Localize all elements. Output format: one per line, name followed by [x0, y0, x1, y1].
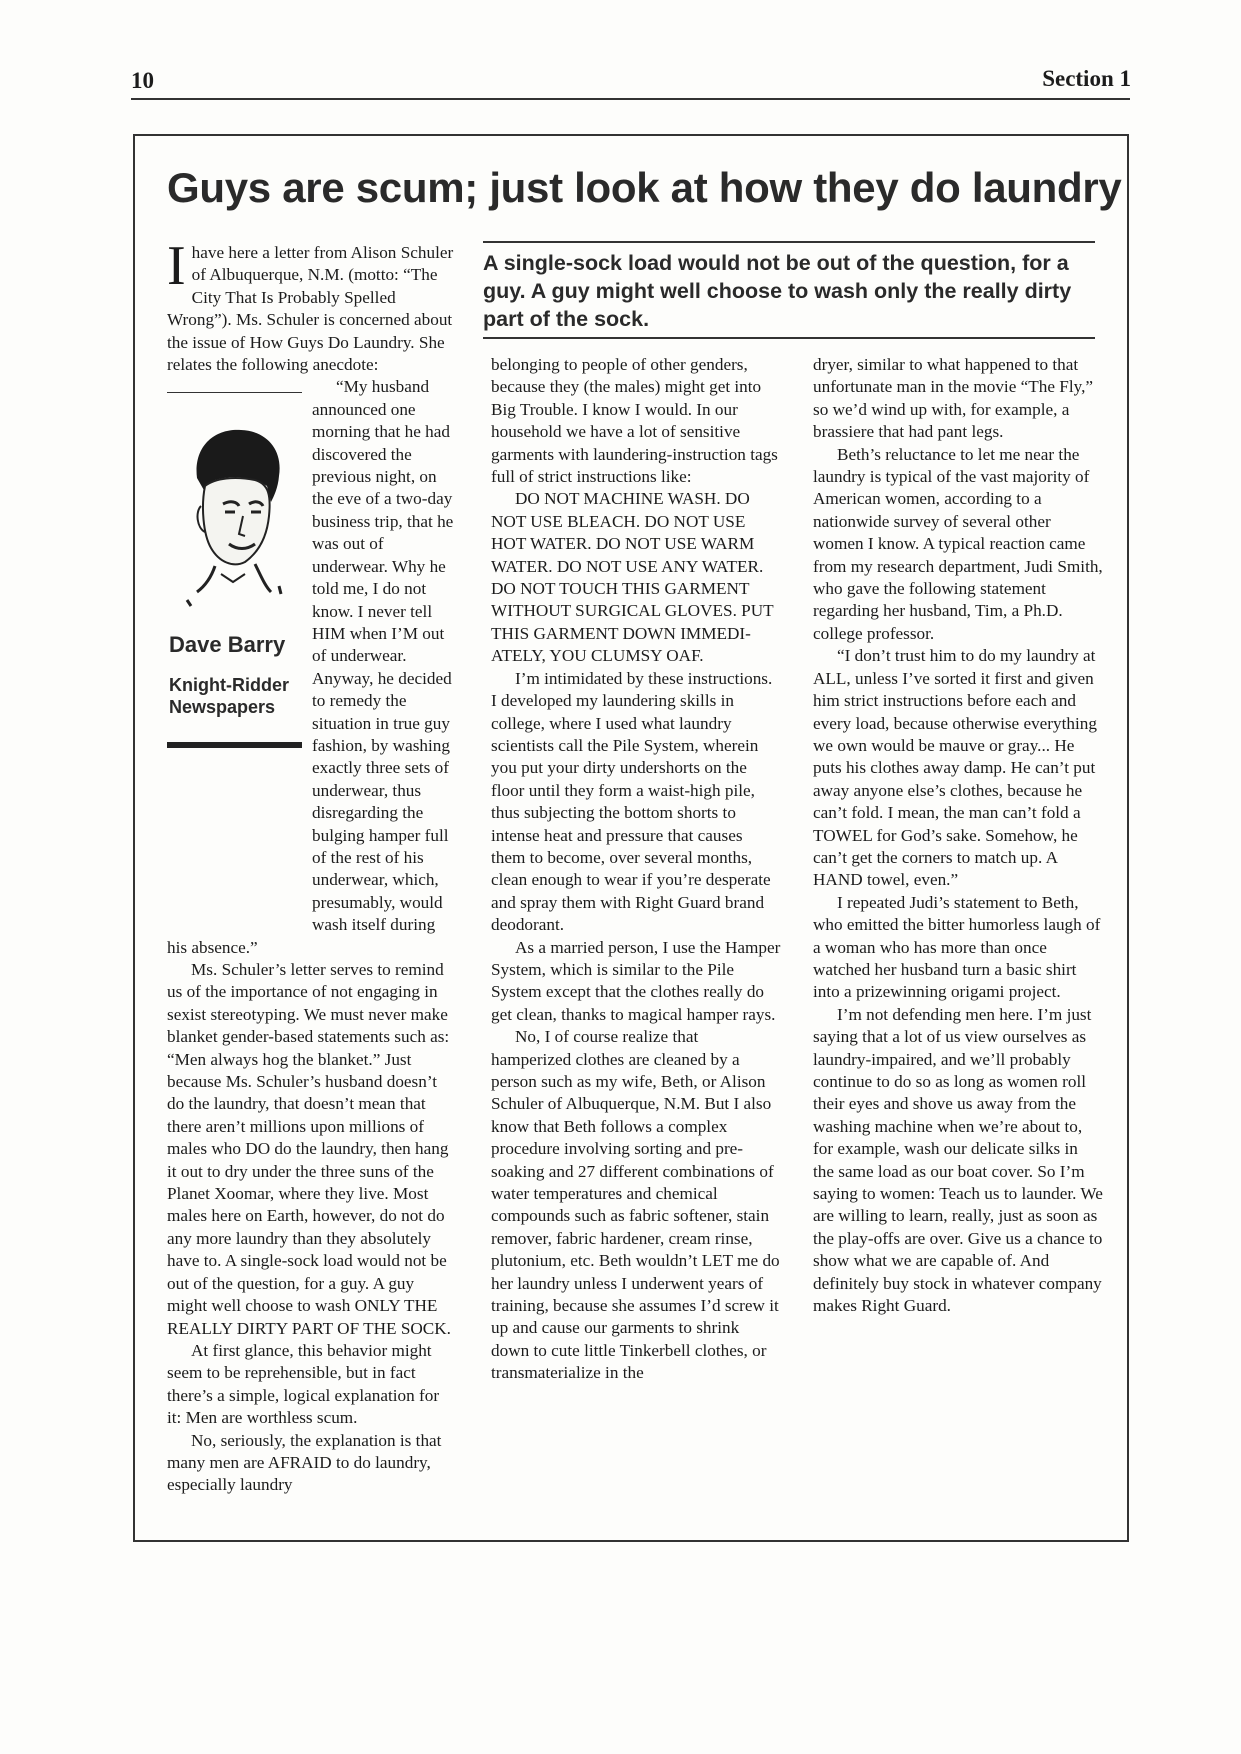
paragraph: “I don’t trust him to do my laundry at ALL, unless I’ve sorted it first and given him strict instructions before each and every load, because otherwise everything we own would be mauve or gray... He puts his clothes away damp. He can’t put away anyone else’s clothes, because he can’t fold. I mean, the man can’t fold a TOWEL for God’s sake. Somehow, he can’t get the corners to match up. A HAND towel, even.”	[813, 646, 1097, 890]
paragraph: dryer, similar to what happened to that unfortunate man in the movie “The Fly,” so we’d wind up with, for example, a brassiere that had pant legs.	[813, 355, 1094, 442]
author-name: Dave Barry	[169, 632, 286, 658]
paragraph: DO NOT MACHINE WASH. DO NOT USE BLEACH. DO NOT USE HOT WATER. DO NOT USE WARM WATER. DO NOT USE ANY WATER. DO NOT TOUCH THIS GARMENT WITHOUT SURGICAL GLOVES. PUT THIS GARMENT DOWN IMMEDI-ATELY, YOU CLUMSY OAF.	[491, 489, 774, 666]
paragraph: Ms. Schuler’s letter serves to remind us of the importance of not engaging in sexist stereotyping. We must never make blanket gender-based statements such as: “Men always hog the blanket.” Just because Ms. Schuler’s husband doesn’t do the laundry, that doesn’t mean that there aren’t millions upon millions of males who DO do the laundry, then hang it out to dry under the three suns of the Planet Xoomar, where they live. Most males here on Earth, however, do not do any more laundry than they absolutely have to. A single-sock load would not be out of the question, for a guy. A guy might well choose to wash ONLY THE REALLY DIRTY PART OF THE SOCK.	[167, 960, 451, 1338]
paragraph: I’m intimidated by these instructions. I developed my laundering skills in college, where I used what laundry scientists call the Pile System, wherein you put your dirty undershorts on the floor until they form a waist-high pile, thus subjecting the bottom shorts to intense heat and pressure that causes them to become, over several months, clean enough to wear if you’re desperate and spray them with Right Guard brand deodorant.	[491, 668, 773, 935]
paragraph: I’m not defending men here. I’m just saying that a lot of us view ourselves as laundry-impaired, and we’ll probably continue to do so as long as women roll their eyes and shove us away from the washing machine when we’re about to, for example, wash our delicate silks in the same load as our boat cover. So I’m saying to women: Teach us to launder. We are willing to learn, really, just as soon as the play-offs are over. Give us a chance to show what we are capable of. And definitely buy stock in whatever company makes Right Guard.	[813, 1004, 1103, 1316]
byline-block	[167, 376, 302, 926]
column-3	[813, 354, 1103, 1317]
pullquote	[483, 241, 1095, 339]
paragraph: belonging to people of other genders, because they (the males) might get into Big Trouble. I know I would. In our household we have a lot of sensitive garments with laundering-instruction tags full of strict instructions like:	[491, 355, 778, 487]
header-rule	[131, 98, 1130, 100]
paragraph: No, seriously, the explanation is that many men are AFRAID to do laundry, especially laundry	[167, 1430, 442, 1495]
pullquote-text: A single-sock load would not be out of the question, for a guy. A guy might well choose to wash only the really dirty part of the sock.	[483, 251, 1072, 331]
paragraph: As a married person, I use the Hamper System, which is similar to the Pile System except that the clothes really do get clean, thanks to magical hamper rays.	[491, 937, 781, 1024]
article-box	[133, 134, 1129, 1542]
paragraph: No, I of course realize that hamperized clothes are cleaned by a person such as my wife, Beth, or Alison Schuler of Albuquerque, N.M. But I also know that Beth follows a complex procedure involving sorting and pre-soaking and 27 different combinations of water temperatures and chemical compounds such as fabric softener, stain remover, fabric hardener, cream rinse, plutonium, etc. Beth wouldn’t LET me do her laundry unless I underwent years of training, because she assumes I’d screw it up and cause our garments to shrink down to cute little Tinkerbell clothes, or transmaterialize in the	[491, 1027, 780, 1383]
page-number: 10	[131, 68, 154, 93]
paragraph: Beth’s reluctance to let me near the laundry is typical of the vast majority of American women, according to a nationwide survey of several other women I know. A typical reaction came from my research department, Judi Smith, who gave the following statement regarding her husband, Tim, a Ph.D. college professor.	[813, 444, 1103, 643]
paragraph: At first glance, this behavior might seem to be reprehensible, but in fact there’s a simple, logical explanation for it: Men are worthless scum.	[167, 1340, 440, 1428]
author-portrait	[175, 416, 295, 616]
byline-bar	[167, 742, 302, 748]
byline-divider	[167, 392, 302, 393]
paragraph: “My husband announced one morning that he had discovered the previous night, on the eve of a two-day business trip, that he was out of underwear. Why he told me, I do not know. I never tell HIM when I’M out of underwear. Anyway, he decided to remedy the situation in true guy fashion, by washing exactly three sets of underwear, thus disregarding the bulging hamper full of the rest of his underwear, which, presumably, would wash itself during his absence.”	[167, 377, 454, 957]
drop-cap: I	[167, 235, 186, 297]
news-outlet: Knight-Ridder Newspapers	[169, 675, 289, 718]
section-label: Section 1	[1042, 66, 1131, 91]
column-2	[491, 354, 781, 1385]
paragraph: I repeated Judi’s statement to Beth, who emitted the bitter humorless laugh of a woman who has more than once watched her husband turn a basic shirt into a prizewinning origami project.	[813, 892, 1101, 1002]
paragraph: Ihave here a letter from Alison Schuler of Albuquerque, N.M. (motto: “The City That Is Probably Spelled Wrong”). Ms. Schuler is concerned about the issue of How Guys Do Laundry. She relates the following anecdote:	[167, 235, 454, 375]
article-headline: Guys are scum; just look at how they do laundry	[167, 164, 1122, 211]
column-1	[167, 235, 457, 1497]
